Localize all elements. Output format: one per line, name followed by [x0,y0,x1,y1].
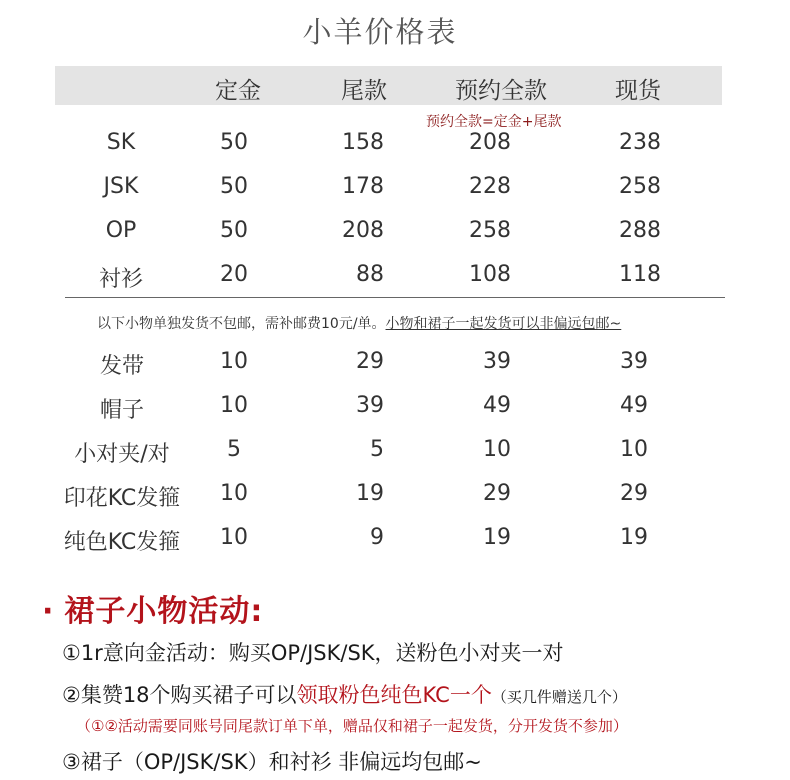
item-name: 发带 [99,354,145,379]
stock-value: 29 [620,481,648,506]
balance-value: 178 [342,174,384,199]
event-line-2-highlight: 领取粉色纯色KC一个 [296,683,492,707]
event-line-2-suffix: （买几件赠送几个） [491,688,627,706]
deposit-value: 10 [220,349,248,374]
item-name: 帽子 [99,398,145,423]
full-value: 258 [469,218,511,243]
full-value: 19 [483,525,511,550]
item-name: SK [106,130,136,155]
header-full-preorder: 预约全款 [455,78,547,104]
divider [65,297,725,298]
deposit-value: 10 [220,525,248,550]
deposit-value: 20 [220,262,248,287]
header-in-stock: 现货 [615,78,661,104]
page-title: 小羊价格表 [302,15,458,49]
item-name: OP [105,218,137,243]
deposit-value: 5 [227,437,241,462]
stock-value: 39 [620,349,648,374]
balance-value: 39 [356,393,384,418]
formula-note: 预约全款=定金+尾款 [426,114,562,130]
balance-value: 208 [342,218,384,243]
balance-value: 5 [370,437,384,462]
stock-value: 19 [620,525,648,550]
event-line-3: ③裙子（OP/JSK/SK）和衬衫 非偏远均包邮~ [62,750,482,774]
balance-value: 158 [342,130,384,155]
balance-value: 19 [356,481,384,506]
stock-value: 258 [619,174,661,199]
stock-value: 118 [619,262,661,287]
stock-value: 49 [620,393,648,418]
full-value: 228 [469,174,511,199]
event-title [42,586,263,630]
event-title-text: 裙子小物活动: [64,594,264,629]
item-name: 衬衫 [98,267,144,292]
event-line-1: ①1r意向金活动：购买OP/JSK/SK，送粉色小对夹一对 [62,641,564,665]
full-value: 29 [483,481,511,506]
item-name: 纯色KC发箍 [63,530,181,555]
event-line-2-prefix: ②集赞18个购买裙子可以 [62,683,297,707]
stock-value: 238 [619,130,661,155]
item-name: JSK [103,174,139,199]
balance-value: 9 [370,525,384,550]
full-value: 10 [483,437,511,462]
balance-value: 88 [356,262,384,287]
item-name: 小对夹/对 [74,442,170,467]
small-items-note [97,313,621,333]
small-items-note-underlined: 小物和裙子一起发货可以非偏远包邮~ [385,316,622,332]
small-items-note-plain: 以下小物单独发货不包邮，需补邮费10元/单。 [97,316,386,332]
header-balance: 尾款 [341,78,387,104]
full-value: 39 [483,349,511,374]
deposit-value: 50 [220,130,248,155]
bullet-dot: · [42,594,55,629]
full-value: 49 [483,393,511,418]
deposit-value: 10 [220,481,248,506]
full-value: 108 [469,262,511,287]
stock-value: 10 [620,437,648,462]
event-line-2 [62,679,627,709]
item-name: 印花KC发箍 [63,486,181,511]
event-note: （①②活动需要同账号同尾款订单下单，赠品仅和裙子一起发货，分开发货不参加） [76,717,628,735]
balance-value: 29 [356,349,384,374]
header-deposit: 定金 [215,78,261,104]
stock-value: 288 [619,218,661,243]
deposit-value: 50 [220,218,248,243]
deposit-value: 50 [220,174,248,199]
full-value: 208 [469,130,511,155]
deposit-value: 10 [220,393,248,418]
